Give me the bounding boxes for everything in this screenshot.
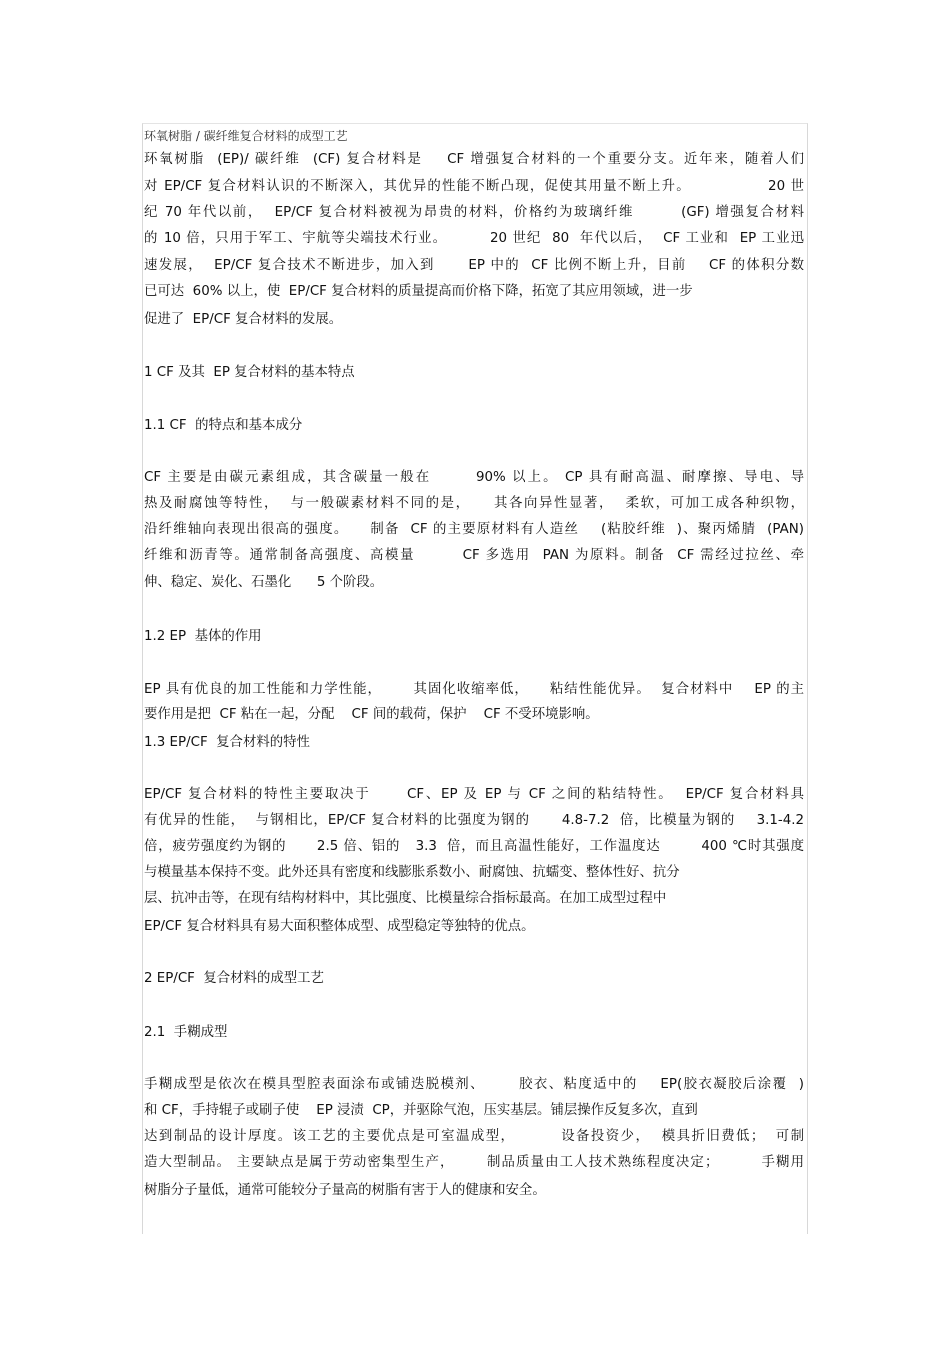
paragraph-line: 手糊成型是依次在模具型腔表面涂布或铺迭脱模剂、 胶衣、粘度适中的 EP(胶衣凝胶后涂覆 ) [144,1077,804,1092]
subsection-heading: 1.3 EP/CF 复合材料的特性 [144,735,310,750]
breadcrumb: 环氧树脂 / 碳纤维复合材料的成型工艺 [144,129,348,143]
paragraph-line: EP/CF 复合材料具有易大面积整体成型、成型稳定等独特的优点。 [144,919,535,934]
section-heading: 2 EP/CF 复合材料的成型工艺 [144,971,324,986]
paragraph-line: 纤维和沥青等。通常制备高强度、高模量 CF 多选用 PAN 为原料。制备 CF 需经过拉丝、牵 [144,548,804,563]
subsection-heading: 2.1 手糊成型 [144,1025,228,1040]
paragraph-line: 热及耐腐蚀等特性， 与一般碳素材料不同的是， 其各向异性显著， 柔软，可加工成各种织物， [144,496,804,511]
paragraph-line: CF 主要是由碳元素组成，其含碳量一般在 90% 以上。 CP 具有耐高温、耐摩擦、导电、导 [144,470,804,485]
intro-line: 纪 70 年代以前， EP/CF 复合材料被视为昂贵的材料，价格约为玻璃纤维 (GF) 增强复合材料 [144,205,804,220]
paragraph-line: EP 具有优良的加工性能和力学性能， 其固化收缩率低， 粘结性能优异。 复合材料中 EP 的主 [144,682,804,697]
paragraph-line: 伸、稳定、炭化、石墨化 5 个阶段。 [144,575,384,590]
paragraph-line: EP/CF 复合材料的特性主要取决于 CF、EP 及 EP 与 CF 之间的粘结特性。 EP/CF 复合材料具 [144,787,804,802]
paragraph-line: 沿纤维轴向表现出很高的强度。 制备 CF 的主要原材料有人造丝 (粘胶纤维 )、聚丙烯腈 (PAN) [144,522,804,537]
paragraph-line: 与模量基本保持不变。此外还具有密度和线膨胀系数小、耐腐蚀、抗蠕变、整体性好、抗分 [144,865,680,880]
intro-line: 对 EP/CF 复合材料认识的不断深入，其优异的性能不断凸现，促使其用量不断上升。 20 世 [144,179,804,194]
paragraph-line: 造大型制品。 主要缺点是属于劳动密集型生产， 制品质量由工人技术熟练程度决定； 手糊用 [144,1155,804,1170]
intro-line: 的 10 倍，只用于军工、宇航等尖端技术行业。 20 世纪 80 年代以后， CF 工业和 EP 工业迅 [144,231,804,246]
paragraph-line: 树脂分子量低，通常可能较分子量高的树脂有害于人的健康和安全。 [144,1183,546,1198]
subsection-heading: 1.1 CF 的特点和基本成分 [144,418,303,433]
intro-line: 速发展， EP/CF 复合技术不断进步，加入到 EP 中的 CF 比例不断上升，目前 CF 的体积分数 [144,258,804,273]
paragraph-line: 达到制品的设计厚度。该工艺的主要优点是可室温成型， 设备投资少， 模具折旧费低； 可制 [144,1129,804,1144]
intro-line: 促进了 EP/CF 复合材料的发展。 [144,312,343,327]
subsection-heading: 1.2 EP 基体的作用 [144,629,262,644]
paragraph-line: 和 CF，手持辊子或刷子使 EP 浸渍 CP，并驱除气泡，压实基层。铺层操作反复多次，直到 [144,1103,698,1118]
intro-line: 环氧树脂 (EP)/ 碳纤维 (CF) 复合材料是 CF 增强复合材料的一个重要分支。近年来，随着人们 [144,152,804,167]
intro-line: 已可达 60% 以上，使 EP/CF 复合材料的质量提高而价格下降，拓宽了其应用领域，进一步 [144,284,693,299]
section-heading: 1 CF 及其 EP 复合材料的基本特点 [144,365,355,380]
paragraph-line: 倍，疲劳强度约为钢的 2.5 倍、铝的 3.3 倍，而且高温性能好，工作温度达 400 ℃时其强度 [144,839,804,854]
paragraph-line: 有优异的性能， 与钢相比，EP/CF 复合材料的比强度为钢的 4.8-7.2 倍，比模量为钢的 3.1-4.2 [144,813,804,828]
paragraph-line: 层、抗冲击等，在现有结构材料中，其比强度、比模量综合指标最高。在加工成型过程中 [144,891,667,906]
paragraph-line: 要作用是把 CF 粘在一起，分配 CF 间的载荷，保护 CF 不受环境影响。 [144,707,599,722]
